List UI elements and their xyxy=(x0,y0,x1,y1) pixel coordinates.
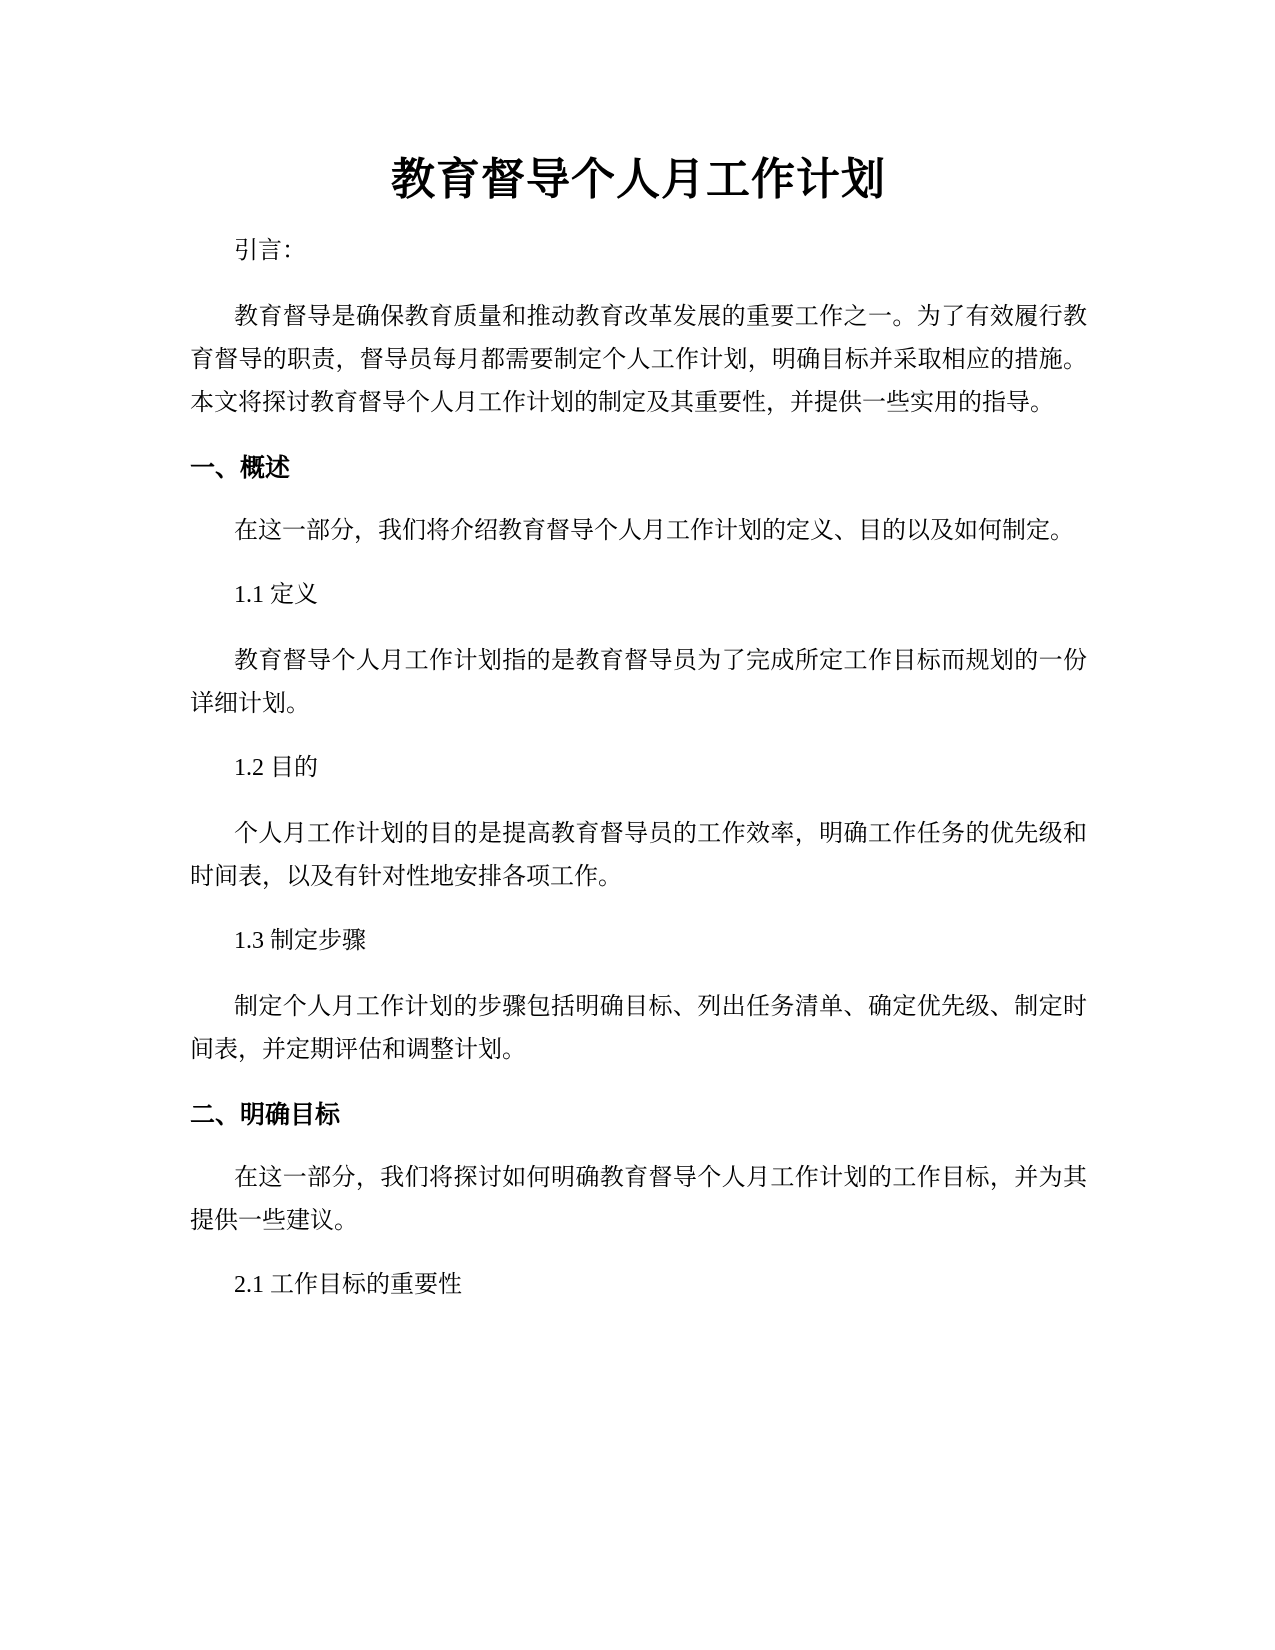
section-intro-goals: 在这一部分，我们将探讨如何明确教育督导个人月工作计划的工作目标，并为其提供一些建议。 xyxy=(190,1163,1087,1234)
subsection-text-steps: 制定个人月工作计划的步骤包括明确目标、列出任务清单、确定优先级、制定时间表，并定期评估和调整计划。 xyxy=(190,992,1087,1063)
subsection-heading-goal-importance: 2.1 工作目标的重要性 xyxy=(234,1272,462,1298)
section-heading-overview: 一、概述 xyxy=(190,453,291,482)
subsection-heading-purpose: 1.2 目的 xyxy=(234,755,318,781)
document-body xyxy=(190,150,1087,1329)
subsection-text-purpose: 个人月工作计划的目的是提高教育督导员的工作效率，明确工作任务的优先级和时间表，以及有针对性地安排各项工作。 xyxy=(190,819,1087,890)
subsection-heading-definition: 1.1 定义 xyxy=(234,582,318,608)
subsection-text-definition: 教育督导个人月工作计划指的是教育督导员为了完成所定工作目标而规划的一份详细计划。 xyxy=(190,646,1087,717)
section-intro-overview: 在这一部分，我们将介绍教育督导个人月工作计划的定义、目的以及如何制定。 xyxy=(234,516,1074,544)
subsection-heading-steps: 1.3 制定步骤 xyxy=(234,928,366,954)
document-title: 教育督导个人月工作计划 xyxy=(391,154,886,205)
intro-paragraph: 教育督导是确保教育质量和推动教育改革发展的重要工作之一。为了有效履行教育督导的职责，督导员每月都需要制定个人工作计划，明确目标并采取相应的措施。本文将探讨教育督导个人月工作计划的制定及其重要性，并提供一些实用的指导。 xyxy=(190,302,1087,416)
intro-label: 引言： xyxy=(234,238,306,264)
section-heading-goals: 二、明确目标 xyxy=(190,1100,341,1129)
